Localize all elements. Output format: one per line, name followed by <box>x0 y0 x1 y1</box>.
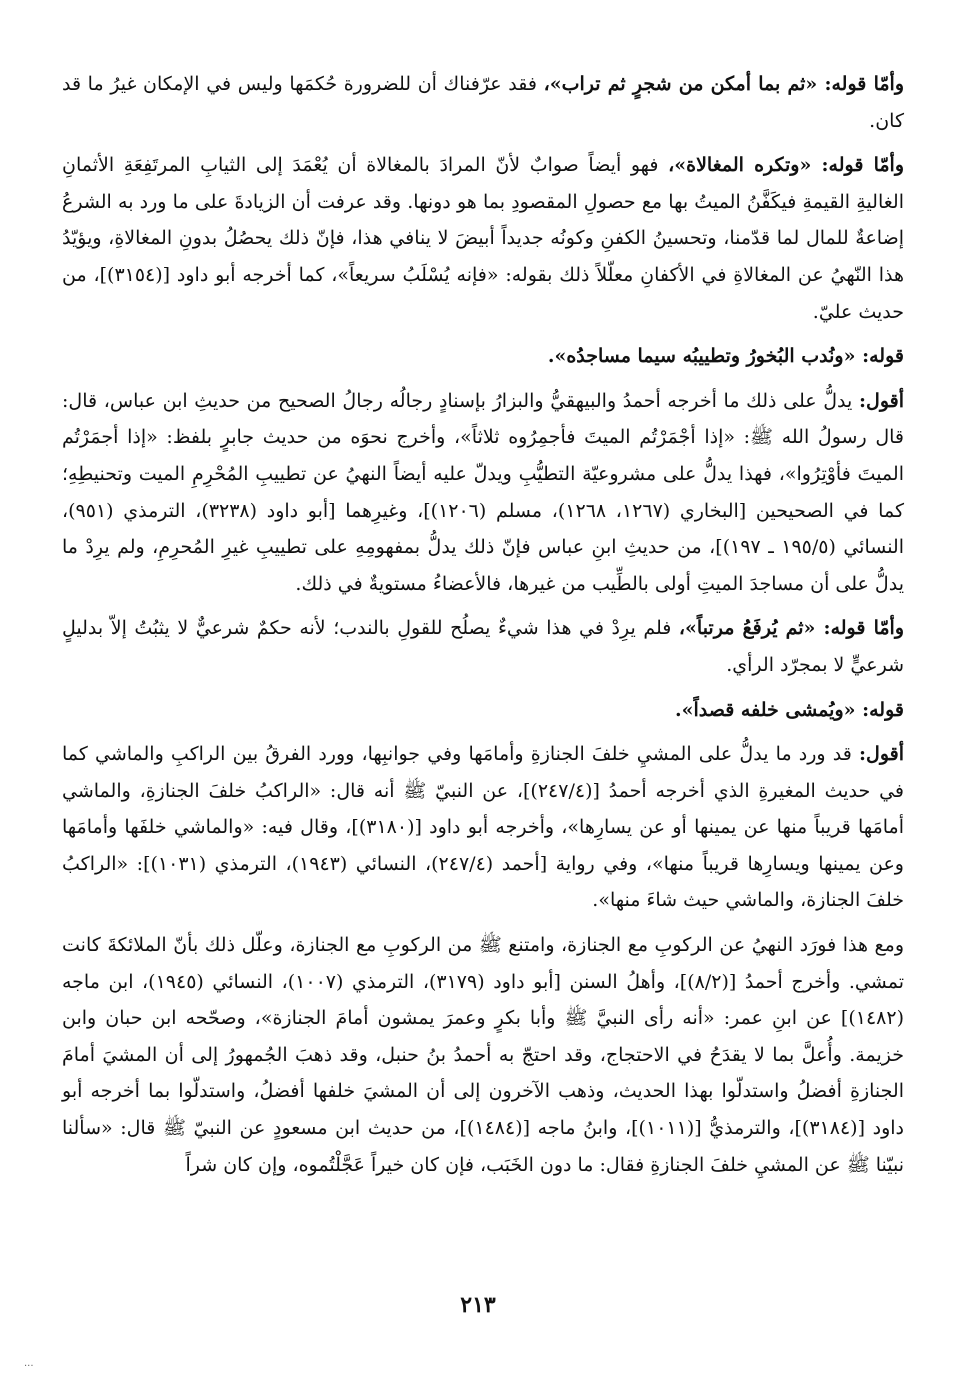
paragraph-2-text: فهو أيضاً صوابٌ لأنّ المرادَ بالمغالاة أن يُعْمَدَ إلى الثيابِ المرتَفِعَةِ الأثمانِ الغاليةِ القيمةِ فيكَفَّنُ الميتُ بها مع حصولِ المقصودِ بما هو دونها. وقد عرفت أن الزيادةَ على ما ورد به الشرعُ إضاعةٌ للمال لما قدّمنا، وتحسينُ الكفنِ وكونُه جديداً أبيضَ لا ينافي هذا، فإنّ ذلك يحصُلُ بدونِ المغالاةِ، ويؤيّدُ هذا النّهيُ عن المغالاةِ في الأكفانِ معلّلاً ذلك بقوله: «فإنه يُسْلَبُ سريعاً»، كما أخرجه أبو داود [(٣١٥٤)]، من حديث عليّ. <box>62 154 904 323</box>
paragraph-7-lead: أقول: <box>859 743 904 766</box>
paragraph-4 <box>62 383 904 603</box>
paragraph-5-text: فلم يرِدْ في هذا شيءٌ يصلُح للقولِ بالندب؛ لأنه حكمٌ شرعيٌّ لا يثبُتُ إلاّ بدليلٍ شرعيٍّ لا بمجرّد الرأي. <box>62 617 904 676</box>
paragraph-7-text: قد ورد ما يدلُّ على المشيِ خلفَ الجنازةِ وأمامَها وفي جوانبِها، وورد الفرقُ بين الراكبِ والماشي كما في حديث المغيرةِ الذي أخرجه أحمدُ [(٢٤٧/٤)]، عن النبيّ ﷺ أنه قال: «الراكبُ خلفَ الجنازةِ، والماشي أمامَها قريباً منها عن يمينها أو عن يسارِها»، وأخرجه أبو داود [(٣١٨٠)]، وقال فيه: «والماشي خلفَها وأمامَها وعن يمينها ويسارِها قريباً منها»، وفي رواية [أحمد (٢٤٧/٤)، النسائي (١٩٤٣)، الترمذي (١٠٣١)]: «الراكبُ خلفَ الجنازة، والماشي حيث شاءَ منها». <box>62 743 904 912</box>
paragraph-2 <box>62 147 904 330</box>
paragraph-5 <box>62 610 904 683</box>
paragraph-7 <box>62 736 904 919</box>
paragraph-4-text: يدلُّ على ذلك ما أخرجه أحمدُ والبيهقيُّ والبزارُ بإسنادٍ رجالُه رجالُ الصحيح من حديثِ ابن عباس، قال: قال رسولُ الله ﷺ: «إذا أجْمَرْتُم الميتَ فأجمِرُوه ثلاثاً»، وأخرج نحوَه من حديث جابرٍ بلفظ: «إذا أجمَرْتُم الميتَ فأوْتِرُوا»، فهذا يدلُّ على مشروعيّة التطيُّبِ ويدلّ عليه أيضاً النهيُ عن تطييبِ المُحْرِمِ الميت وتحنيطِهِ؛ كما في الصحيحين [البخاري (١٢٦٧، ١٢٦٨)، مسلم (١٢٠٦)]، وغيرِهما [أبو داود (٣٢٣٨)، الترمذي (٩٥١)، النسائي (١٩٥/٥ ـ ١٩٧)]، من حديثِ ابنِ عباس فإنّ ذلك يدلُّ بمفهومِهِ على تطييبِ غيرِ المُحرِمِ، ولم يرِدْ ما يدلُّ على أن مساجدَ الميتِ أولى بالطِّيب من غيرها، فالأعضاءُ مستويةٌ في ذلك. <box>62 389 904 595</box>
paragraph-6 <box>62 692 904 729</box>
corner-mark: ... <box>24 1358 34 1369</box>
paragraph-8 <box>62 927 904 1183</box>
paragraph-1-lead: وأمّا قوله: «ثم بما أمكن من شجرٍ ثم تراب»، <box>543 73 904 95</box>
paragraph-2-lead: وأمّا قوله: «وتكره المغالاة»، <box>668 154 905 177</box>
paragraph-3-lead: قوله: «ونُدب البُخورُ وتطييبُه سيما مساجدُه». <box>547 345 904 368</box>
paragraph-1-text: فقد عرّفناك أن للضرورة حُكمَها وليس في الإمكان غيرُ ما قد كان. <box>62 73 904 132</box>
page-body <box>62 66 904 1191</box>
paragraph-4-lead: أقول: <box>859 389 904 412</box>
page-number: ٢١٣ <box>460 1292 496 1318</box>
paragraph-8-text: ومع هذا فورَد النهيُ عن الركوبِ مع الجنازة، وامتنع ﷺ من الركوبِ مع الجنازة، وعلّل ذلك بأنّ الملائكةَ كانت تمشي. وأخرج أحمدُ [(٨/٢)]، وأهلُ السنن [أبو داود (٣١٧٩)، الترمذي (١٠٠٧)، النسائي (١٩٤٥)، ابن ماجه (١٤٨٢)] عن ابنِ عمر: «أنه رأى النبيَّ ﷺ وأبا بكرٍ وعمرَ يمشون أمامَ الجنازة»، وصحّحه ابن حبان وابن خزيمة. وأُعلَّ بما لا يقدَحُ في الاحتجاج، وقد احتجّ به أحمدُ بنُ حنبل، وقد ذهبَ الجُمهورُ إلى أن المشيَ أمامَ الجنازةِ أفضلُ واستدلّوا بهذا الحديث، وذهب الآخرون إلى أن المشيَ خلفها أفضلُ، واستدلّوا بما أخرجه أبو داود [(٣١٨٤)]، والترمذيُّ [(١٠١١)]، وابنُ ماجه [(١٤٨٤)]، من حديث ابن مسعودٍ عن النبيّ ﷺ قال: «سألنا نبيّنا ﷺ عن المشيِ خلفَ الجنازةِ فقال: ما دون الخَبَب، فإن كان خيراً عَجَّلْتُموه، وإن كان شراً <box>62 934 905 1176</box>
paragraph-3 <box>62 338 904 375</box>
paragraph-1 <box>62 66 904 139</box>
paragraph-5-lead: وأمّا قوله: «ثم يُرفَعُ مرتباً»، <box>678 617 904 640</box>
paragraph-6-lead: قوله: «ويُمشى خلفه قصداً». <box>675 698 904 721</box>
